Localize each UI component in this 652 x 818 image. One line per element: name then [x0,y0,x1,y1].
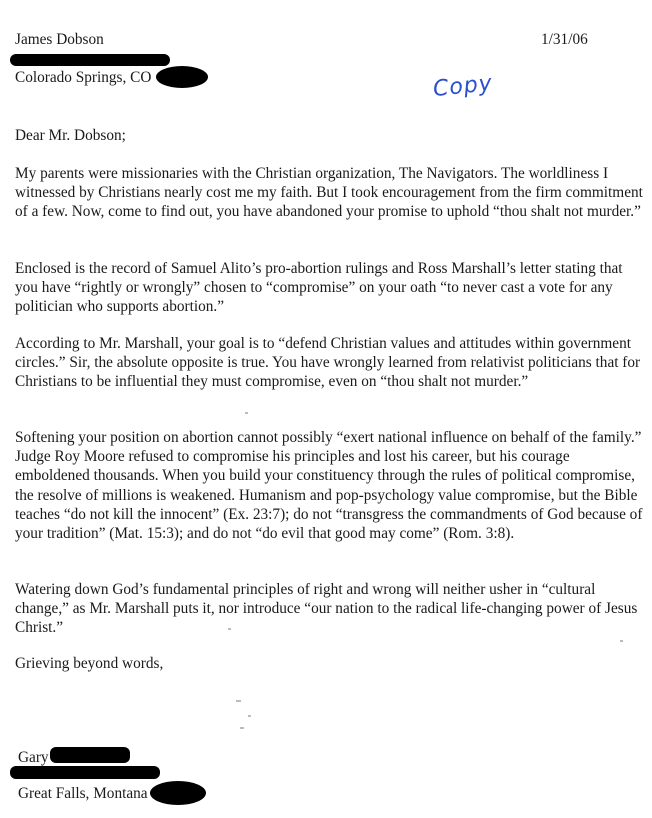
letter-date: 1/31/06 [541,31,588,48]
redacted-zip-code [156,66,208,88]
scan-artifact [245,412,248,414]
scan-artifact [240,727,244,729]
redacted-signature-address [10,766,160,779]
paragraph-5: Watering down God’s fundamental principles of right and wrong will neither usher in “cultural change,” as Mr. Marshall puts it, nor introduce “our nation to the radical life-changing power of Jesus Christ.” [15,581,638,637]
redacted-street-address [10,54,170,66]
salutation: Dear Mr. Dobson; [15,127,126,144]
scan-artifact [620,640,623,642]
paragraph-1: My parents were missionaries with the Christian organization, The Navigators. The worldliness I witnessed by Christians nearly cost me my faith. But I took encouragement from the firm commitment of a few. Now, come to find out, you have abandoned your promise to uphold “thou shalt not murder.” [15,165,643,221]
paragraph-2: Enclosed is the record of Samuel Alito’s pro-abortion rulings and Ross Marshall’s letter stating that you have “rightly or wrongly” chosen to “compromise” on your oath “to never cast a vote for any politician who supports abortion.” [15,260,623,316]
recipient-name: James Dobson [15,31,104,48]
scan-artifact [248,715,251,717]
paragraph-4: Softening your position on abortion cannot possibly “exert national influence on behalf of the family.” Judge Roy Moore refused to compromise his principles and lost his career, but his courage emboldened thousands. When you build your constituency through the rules of political compromise, the resolve of millions is weakened. Humanism and pop-psychology value compromise, but the Bible teaches “do not kill the innocent” (Ex. 23:7); do not “transgress the commandments of God because of your tradition” (Mat. 15:3); and do not “do evil that good may come” (Rom. 3:8). [15,429,643,543]
signature-first-name: Gary [18,749,49,766]
recipient-city: Colorado Springs, CO [15,69,152,86]
closing: Grieving beyond words, [15,655,164,672]
paragraph-3: According to Mr. Marshall, your goal is to “defend Christian values and attitudes within government circles.” Sir, the absolute opposite is true. You have wrongly learned from relativist politicians that for Christians to be influential they must compromise, even on “thou shalt not murder.” [15,335,641,391]
copy-stamp-handwritten: Copy [431,70,494,103]
redacted-last-name [50,747,130,763]
signature-city: Great Falls, Montana [18,785,148,802]
scan-artifact [236,700,241,702]
scan-artifact [228,628,231,630]
redacted-signature-zip [150,781,206,805]
